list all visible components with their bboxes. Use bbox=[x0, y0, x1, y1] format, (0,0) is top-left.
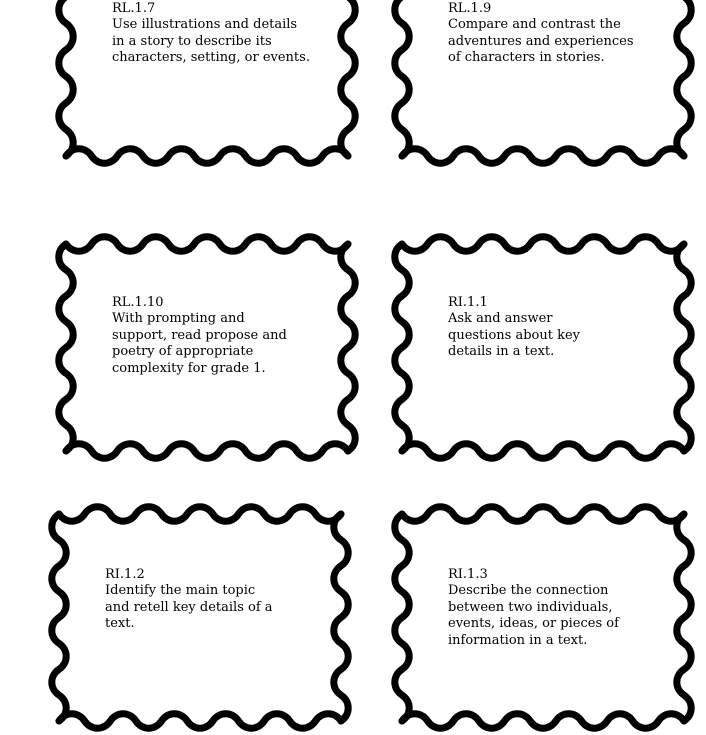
squiggle-edge bbox=[402, 149, 684, 163]
standard-code: RI.1.2 bbox=[105, 567, 145, 582]
standard-description: Describe the connection between two individuals, events, ideas, or pieces of information in a text. bbox=[448, 583, 619, 648]
squiggle-edge bbox=[395, 514, 409, 721]
squiggle-edge bbox=[402, 507, 684, 521]
standard-card-ri-1-1 bbox=[388, 230, 698, 465]
squiggle-edge bbox=[395, 244, 409, 451]
card-text bbox=[448, 295, 618, 361]
card-text bbox=[112, 1, 312, 67]
squiggle-edge bbox=[402, 444, 684, 458]
standard-description: Ask and answer questions about key details in a text. bbox=[448, 311, 580, 360]
squiggle-edge bbox=[402, 714, 684, 728]
standard-code: RL.1.9 bbox=[448, 1, 492, 16]
card-text bbox=[448, 1, 643, 67]
squiggle-edge bbox=[52, 514, 66, 721]
card-text bbox=[112, 295, 297, 377]
squiggle-edge bbox=[677, 514, 691, 721]
standard-description: Compare and contrast the adventures and experiences of characters in stories. bbox=[448, 17, 634, 66]
standard-description: With prompting and support, read propose and poetry of appropriate complexity for grade 1. bbox=[112, 311, 287, 376]
standard-card-ri-1-2 bbox=[45, 500, 355, 735]
standard-code: RI.1.1 bbox=[448, 295, 488, 310]
standard-card-ri-1-3 bbox=[388, 500, 698, 735]
squiggle-edge bbox=[334, 514, 348, 721]
squiggle-edge bbox=[59, 0, 73, 156]
standard-card-rl-1-7 bbox=[52, 0, 362, 170]
squiggle-edge bbox=[66, 149, 348, 163]
squiggle-edge bbox=[402, 237, 684, 251]
card-text bbox=[105, 567, 280, 633]
squiggle-edge bbox=[677, 244, 691, 451]
standard-code: RI.1.3 bbox=[448, 567, 488, 582]
squiggle-edge bbox=[66, 444, 348, 458]
squiggle-edge bbox=[677, 0, 691, 156]
squiggle-edge bbox=[59, 507, 341, 521]
card-text bbox=[448, 567, 623, 649]
standard-card-rl-1-9 bbox=[388, 0, 698, 170]
standard-code: RL.1.10 bbox=[112, 295, 164, 310]
squiggle-edge bbox=[341, 244, 355, 451]
squiggle-edge bbox=[341, 0, 355, 156]
squiggle-edge bbox=[59, 714, 341, 728]
standard-description: Use illustrations and details in a story to describe its characters, setting, or events. bbox=[112, 17, 310, 66]
squiggle-edge bbox=[59, 244, 73, 451]
standard-code: RL.1.7 bbox=[112, 1, 156, 16]
squiggle-edge bbox=[395, 0, 409, 156]
standard-description: Identify the main topic and retell key details of a text. bbox=[105, 583, 273, 632]
squiggle-edge bbox=[66, 237, 348, 251]
standard-card-rl-1-10 bbox=[52, 230, 362, 465]
